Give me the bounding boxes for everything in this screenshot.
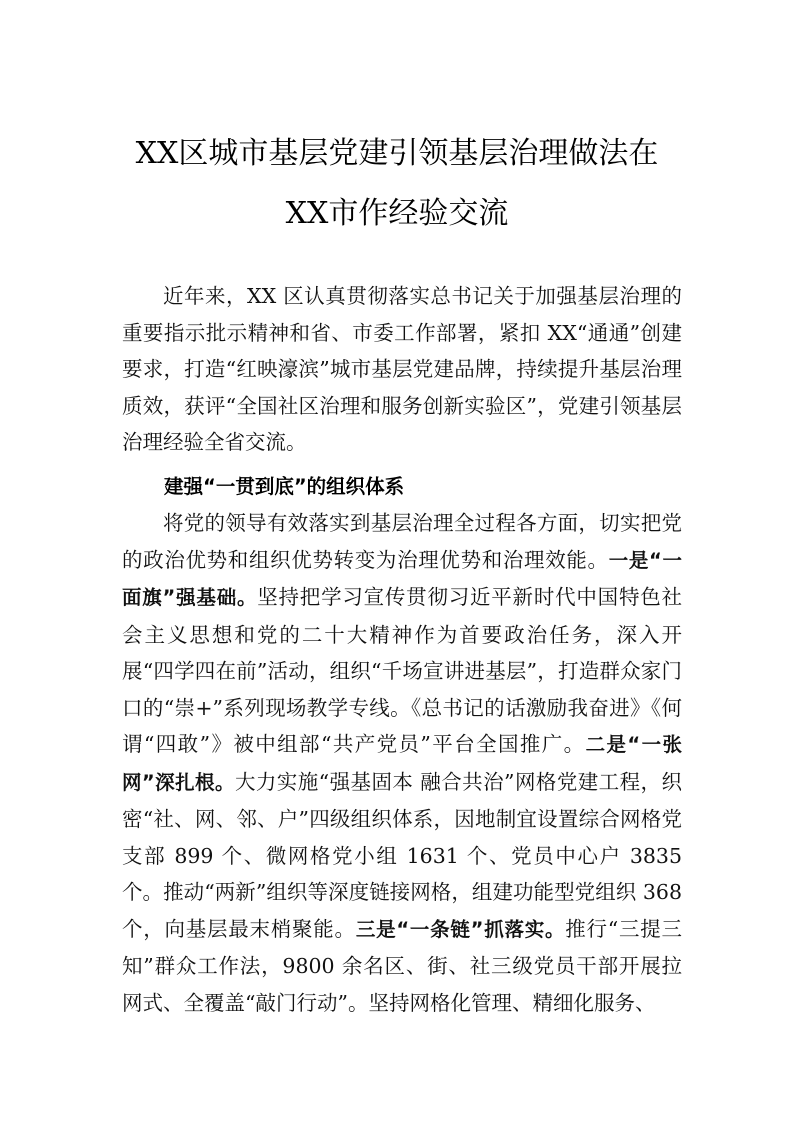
- intro-paragraph-text: 近年来，XX 区认真贯彻落实总书记关于加强基层治理的重要指示批示精神和省、市委工作部署，紧扣 XX“通通”创建要求，打造“红映濠滨”城市基层党建品牌，持续提升基层治理质效，获评“全国社区治理和服务创新实验区”，党建引领基层治理经验全省交流。: [122, 284, 682, 454]
- point-two-heading: 二是“一张网”深扎根。: [122, 733, 682, 794]
- paragraph-text-2: 坚持把学习宣传贯彻习近平新时代中国特色社会主义思想和党的二十大精神作为首要政治任务，深入开展“四学四在前”活动，组织“千场宣讲进基层”，打造群众家门口的“崇+”系列现场教学专线。《总书记的话激励我奋进》《何谓“四敢”》被中组部“共产党员”平台全国推广。: [122, 585, 682, 756]
- section-paragraph-content: [122, 505, 682, 1021]
- section-heading: 建强“一贯到底”的组织体系: [164, 475, 405, 498]
- paragraph-text-1: 将党的领导有效落实到基层治理全过程各方面，切实把党的政治优势和组织优势转变为治理优势和治理效能。: [122, 511, 682, 572]
- document-title-line-2: XX市作经验交流: [285, 196, 509, 231]
- paragraph-text-3: 大力实施“强基固本 融合共治”网格党建工程，织密“社、网、邻、户”四级组织体系，因地制宜设置综合网格党支部 899 个、微网格党小组 1631 个、党员中心户 3835 个。推动“两新”组织等深度链接网格，组建功能型党组织 368 个，向基层最末梢聚能。: [122, 769, 682, 941]
- paragraph-text-4: 推行“三提三知”群众工作法，9800 余名区、街、社三级党员干部开展拉网式、全覆盖“敲门行动”。坚持网格化管理、精细化服务、: [122, 916, 683, 1015]
- point-three-heading: 三是“一条链”抓落实。: [355, 917, 566, 941]
- section-paragraph: [122, 505, 682, 1021]
- intro-paragraph: [122, 278, 682, 461]
- document-title-line-1: XX区城市基层党建引领基层治理做法在: [135, 136, 659, 171]
- point-one-heading: 一是“一面旗”强基础。: [122, 548, 683, 609]
